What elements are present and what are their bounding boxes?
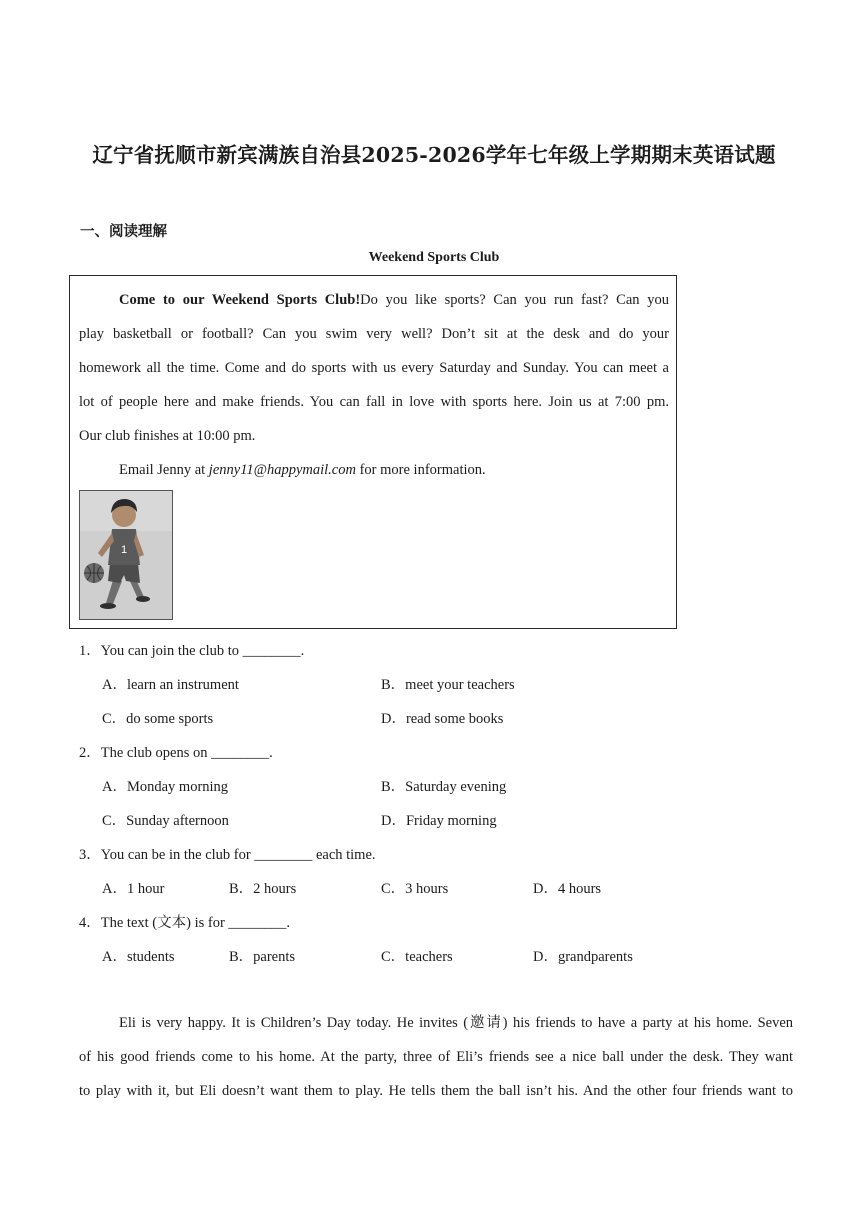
page-title: 辽宁省抚顺市新宾满族自治县2025-2026学年七年级上学期期末英语试题 [92, 143, 776, 167]
q2-option-a[interactable]: A．Monday morning [102, 779, 229, 795]
q3-option-d[interactable]: D．4 hours [533, 881, 602, 897]
passage2-line-3: to play with it, but Eli doesn’t want them to play. He tells them the ball isn’t his. And the other four friends want to [79, 1083, 793, 1099]
q3-option-c[interactable]: C．3 hours [381, 881, 449, 897]
question-2: 2．The club opens on ________. [79, 745, 273, 761]
q2-option-d[interactable]: D．Friday morning [381, 813, 497, 829]
q3-option-a[interactable]: A．1 hour [102, 881, 165, 897]
basketball-player-illustration [79, 490, 173, 620]
email-prefix: Email Jenny at [119, 462, 209, 478]
passage-title: Weekend Sports Club [368, 250, 500, 265]
question-1: 1．You can join the club to ________. [79, 643, 305, 659]
passage-line-3: homework all the time. Come and do sports with us every Saturday and Sunday. You can meet a [79, 360, 669, 376]
q1-option-d[interactable]: D．read some books [381, 711, 504, 727]
email-line [119, 453, 669, 487]
passage-line-2: play basketball or football? Can you swim very well? Don’t sit at the desk and do your [79, 326, 669, 342]
q2-option-c[interactable]: C．Sunday afternoon [102, 813, 229, 829]
q4-option-d[interactable]: D．grandparents [533, 949, 633, 965]
passage-line-1-rest: Do you like sports? Can you run fast? Can you [360, 292, 669, 308]
section-heading: 一、阅读理解 [80, 223, 167, 240]
question-3: 3．You can be in the club for ________ each time. [79, 847, 376, 863]
email-suffix: for more information. [355, 462, 486, 478]
q1-option-b[interactable]: B．meet your teachers [381, 677, 515, 693]
q3-option-b[interactable]: B．2 hours [229, 881, 297, 897]
q4-option-c[interactable]: C．teachers [381, 949, 453, 965]
basketball-player-icon [80, 491, 172, 619]
passage-line-4: lot of people here and make friends. You can fall in love with sports here. Join us at 7:00 pm. [79, 394, 669, 410]
passage2-line-1: Eli is very happy. It is Children’s Day today. He invites (邀请) his friends to have a party at his home. Seven [119, 1015, 793, 1031]
q1-option-a[interactable]: A．learn an instrument [102, 677, 239, 693]
q4-option-b[interactable]: B．parents [229, 949, 296, 965]
q4-option-a[interactable]: A．students [102, 949, 175, 965]
passage-line-1 [79, 283, 669, 317]
q1-option-c[interactable]: C．do some sports [102, 711, 214, 727]
passage2-line-2: of his good friends come to his home. At the party, three of Eli’s friends see a nice ball under the desk. They want [79, 1049, 793, 1065]
question-4: 4．The text (文本) is for ________. [79, 915, 291, 931]
email-address: jenny11@happymail.com [208, 462, 356, 478]
jersey-number: 1 [121, 544, 128, 556]
passage-line-5: Our club finishes at 10:00 pm. [79, 428, 256, 444]
passage-lead: Come to our Weekend Sports Club! [119, 292, 361, 308]
q2-option-b[interactable]: B．Saturday evening [381, 779, 507, 795]
